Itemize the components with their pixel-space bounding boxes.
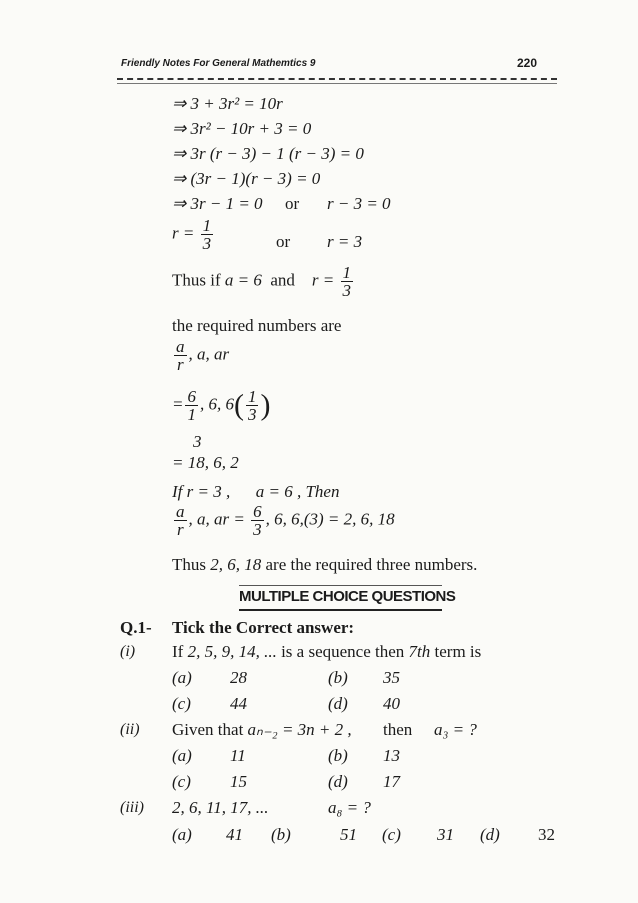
option-ii-c-label[interactable]: (c) bbox=[172, 772, 191, 791]
numerator: 6 bbox=[187, 387, 196, 406]
denominator: r bbox=[176, 520, 184, 539]
option-iii-b-label[interactable]: (b) bbox=[271, 825, 291, 844]
option-iii-d-value: 32 bbox=[538, 825, 555, 844]
option-iii-c-label[interactable]: (c) bbox=[382, 825, 401, 844]
denominator: r bbox=[176, 355, 184, 374]
fraction-one-third-2 bbox=[341, 264, 354, 299]
option-i-c-value: 44 bbox=[230, 694, 247, 713]
option-ii-b-label[interactable]: (b) bbox=[328, 746, 348, 765]
terms-rest-2: , a, ar = bbox=[188, 509, 245, 529]
conclusion-thus: Thus bbox=[172, 555, 206, 574]
if-r-three: If r = 3 , bbox=[172, 482, 231, 501]
denominator: 3 bbox=[202, 234, 212, 253]
stem-mid: is a sequence then bbox=[281, 642, 405, 661]
stem-term: 7th bbox=[408, 642, 431, 661]
fraction-one-third bbox=[201, 217, 214, 252]
mcq-heading: MULTIPLE CHOICE QUESTIONS bbox=[239, 588, 456, 605]
option-ii-d-value: 17 bbox=[383, 772, 400, 791]
numerator: 1 bbox=[202, 216, 212, 235]
r-equals: r = bbox=[172, 223, 195, 243]
conclusion-line bbox=[172, 555, 477, 575]
result-line-1: = 18, 6, 2 bbox=[172, 453, 239, 472]
running-header-title: Friendly Notes For General Mathemtics 9 bbox=[121, 58, 316, 69]
stray-denominator-three: 3 bbox=[193, 432, 202, 451]
terms-rest: , a, ar bbox=[188, 344, 230, 364]
numerator: a bbox=[176, 502, 185, 521]
denominator: 3 bbox=[253, 520, 262, 539]
numerator: 6 bbox=[253, 502, 262, 521]
mcq-heading-underline bbox=[239, 609, 442, 611]
numerator: 1 bbox=[342, 263, 352, 282]
substitution-rest: , 6, 6 bbox=[199, 394, 234, 414]
thus-if-line bbox=[172, 264, 355, 299]
item-iii-sequence: 2, 6, 11, 17, ... bbox=[172, 798, 269, 817]
option-iii-d-label[interactable]: (d) bbox=[480, 825, 500, 844]
stem-formula: aₙ₋₂ = 3n + 2 , bbox=[247, 720, 352, 739]
option-i-c-label[interactable]: (c) bbox=[172, 694, 191, 713]
option-ii-b-value: 13 bbox=[383, 746, 400, 765]
fraction-one-third-3 bbox=[246, 388, 259, 423]
stem-then: then bbox=[383, 720, 413, 739]
substitution-expression bbox=[172, 388, 270, 423]
step-line-2: ⇒ 3r² − 10r + 3 = 0 bbox=[172, 119, 312, 138]
option-ii-d-label[interactable]: (d) bbox=[328, 772, 348, 791]
header-rule-thin bbox=[117, 83, 557, 84]
a-equals-six-then: a = 6 , Then bbox=[255, 482, 340, 501]
mcq-heading-overline bbox=[239, 585, 442, 586]
open-paren: ( bbox=[233, 388, 244, 422]
numerator: a bbox=[176, 337, 185, 356]
item-i-stem bbox=[172, 642, 481, 662]
page-number: 220 bbox=[517, 56, 538, 70]
stem-given-that: Given that bbox=[172, 720, 244, 739]
option-iii-c-value: 31 bbox=[437, 825, 454, 844]
thus-if-text: Thus if bbox=[172, 270, 221, 290]
and-text: and bbox=[270, 270, 295, 290]
denominator: 1 bbox=[187, 405, 196, 424]
item-number-i: (i) bbox=[120, 643, 136, 660]
item-iii-ask-a8: a₈ = ? bbox=[328, 798, 371, 817]
stem-sequence: 2, 5, 9, 14, ... bbox=[187, 642, 277, 661]
question-title: Tick the Correct answer: bbox=[172, 618, 355, 637]
step-line-1: ⇒ 3 + 3r² = 10r bbox=[172, 94, 283, 113]
denominator: 3 bbox=[247, 405, 257, 424]
required-numbers-text: the required numbers are bbox=[172, 316, 342, 335]
option-i-b-label[interactable]: (b) bbox=[328, 668, 348, 687]
option-i-a-value: 28 bbox=[230, 668, 247, 687]
terms-expression bbox=[172, 338, 229, 373]
option-iii-b-value: 51 bbox=[340, 825, 357, 844]
stem-if: If bbox=[172, 642, 184, 661]
result-line-2 bbox=[172, 503, 395, 538]
header-rule bbox=[117, 78, 557, 80]
stem-post: term is bbox=[434, 642, 482, 661]
option-ii-a-label[interactable]: (a) bbox=[172, 746, 192, 765]
close-paren: ) bbox=[260, 388, 271, 422]
option-i-b-value: 35 bbox=[383, 668, 400, 687]
option-i-d-value: 40 bbox=[383, 694, 400, 713]
option-ii-a-value: 11 bbox=[230, 746, 246, 765]
root-or: or bbox=[276, 232, 291, 251]
fraction-a-over-r-2 bbox=[174, 503, 187, 538]
fraction-six-over-one bbox=[185, 388, 198, 423]
a-equals-six: a = 6 bbox=[224, 270, 262, 290]
r-equals-2: r = bbox=[311, 270, 335, 290]
denominator: 3 bbox=[342, 281, 352, 300]
if-r-three-line bbox=[172, 482, 339, 502]
fraction-a-over-r bbox=[174, 338, 187, 373]
conclusion-numbers: 2, 6, 18 bbox=[210, 555, 262, 574]
stem-ask-a3: a₃ = ? bbox=[434, 720, 477, 739]
numerator: 1 bbox=[247, 387, 257, 406]
option-iii-a-label[interactable]: (a) bbox=[172, 825, 192, 844]
step-line-4: ⇒ (3r − 1)(r − 3) = 0 bbox=[172, 169, 321, 188]
item-ii-stem bbox=[172, 720, 352, 740]
step-line-5-or: or bbox=[285, 194, 300, 213]
step-line-5-right: r − 3 = 0 bbox=[327, 194, 391, 213]
option-ii-c-value: 15 bbox=[230, 772, 247, 791]
result-2-values: , 6, 6,(3) = 2, 6, 18 bbox=[265, 509, 395, 529]
root-three: r = 3 bbox=[327, 232, 363, 251]
step-line-3: ⇒ 3r (r − 3) − 1 (r − 3) = 0 bbox=[172, 144, 364, 163]
equals-sign: = bbox=[172, 394, 184, 414]
option-i-d-label[interactable]: (d) bbox=[328, 694, 348, 713]
item-number-ii: (ii) bbox=[120, 721, 140, 738]
root-one-third bbox=[172, 217, 215, 252]
question-label: Q.1- bbox=[120, 618, 152, 637]
fraction-six-over-three bbox=[251, 503, 264, 538]
conclusion-rest: are the required three numbers. bbox=[265, 555, 478, 574]
step-line-5-left: ⇒ 3r − 1 = 0 bbox=[172, 194, 263, 213]
option-i-a-label[interactable]: (a) bbox=[172, 668, 192, 687]
item-number-iii: (iii) bbox=[120, 799, 144, 816]
option-iii-a-value: 41 bbox=[226, 825, 243, 844]
